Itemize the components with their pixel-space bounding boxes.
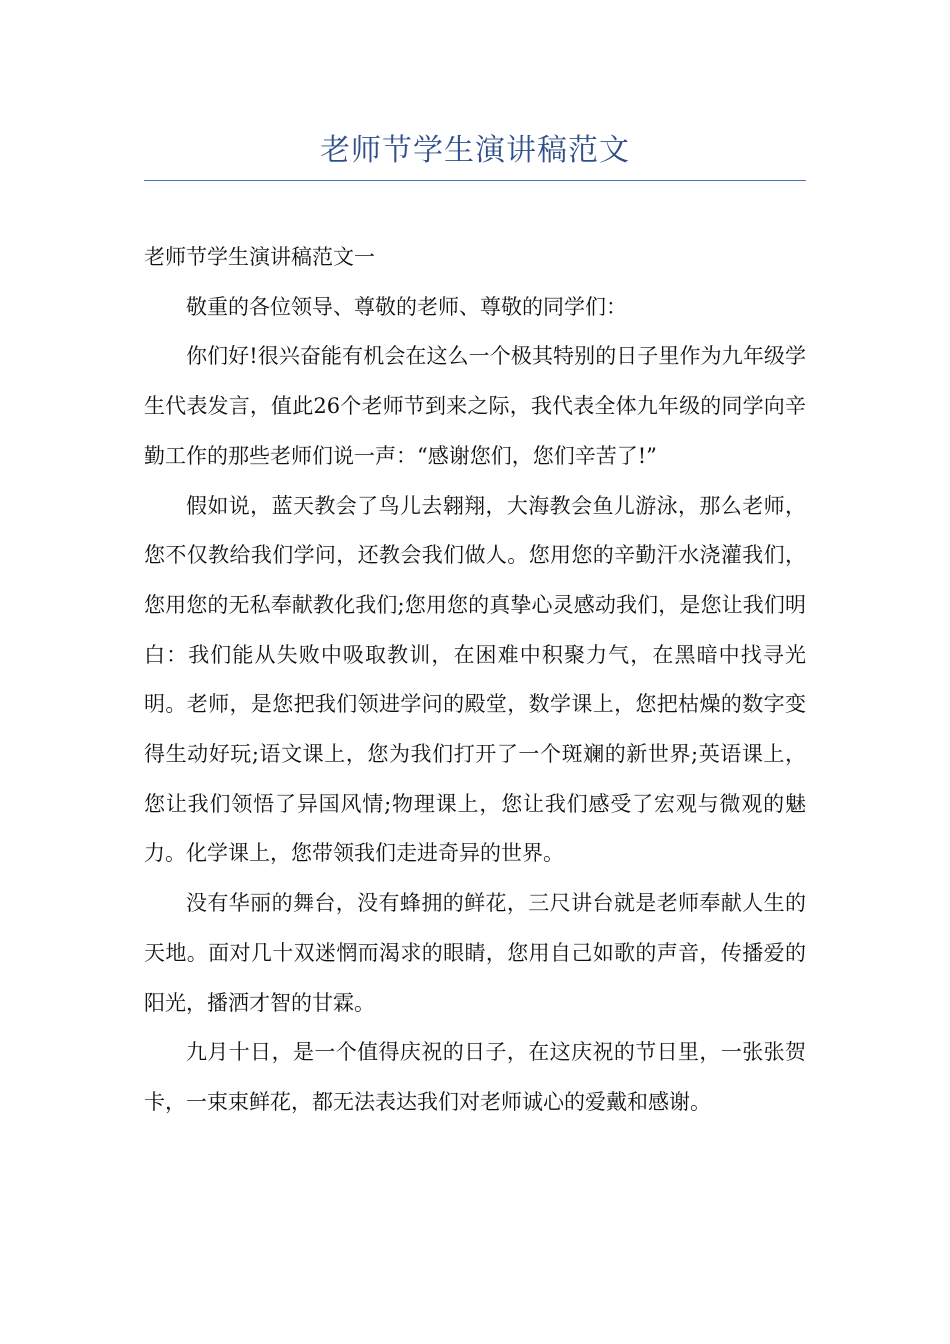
- document-title: 老师节学生演讲稿范文: [320, 133, 630, 168]
- section-heading: 老师节学生演讲稿范文一: [144, 245, 375, 269]
- paragraph-greeting: 你们好!很兴奋能有机会在这么一个极其特别的日子里作为九年级学生代表发言，值此26个老师节到来之际，我代表全体九年级的同学向辛勤工作的那些老师们说一声：“感谢您们，您们辛苦了!”: [144, 344, 806, 468]
- paragraph-podium: 没有华丽的舞台，没有蜂拥的鲜花，三尺讲台就是老师奉献人生的天地。面对几十双迷惘而渴求的眼睛，您用自己如歌的声音，传播爱的阳光，播洒才智的甘霖。: [144, 891, 806, 1015]
- title-underline: [144, 180, 806, 181]
- document-body: [144, 233, 806, 1128]
- paragraph-salutation: 敬重的各位领导、尊敬的老师、尊敬的同学们：: [186, 294, 627, 319]
- paragraph-teacher-praise: 假如说，蓝天教会了鸟儿去翱翔，大海教会鱼儿游泳，那么老师，您不仅教给我们学问，还教会我们做人。您用您的辛勤汗水浇灌我们，您用您的无私奉献教化我们;您用您的真挚心灵感动我们，是您让我们明白：我们能从失败中吸取教训，在困难中积聚力气，在黑暗中找寻光明。老师，是您把我们领进学问的殿堂，数学课上，您把枯燥的数字变得生动好玩;语文课上，您为我们打开了一个斑斓的新世界;英语课上，您让我们领悟了异国风情;物理课上，您让我们感受了宏观与微观的魅力。化学课上，您带领我们走进奇异的世界。: [144, 493, 806, 866]
- paragraph-september-tenth: 九月十日，是一个值得庆祝的日子，在这庆祝的节日里，一张张贺卡，一束束鲜花，都无法表达我们对老师诚心的爱戴和感谢。: [144, 1040, 806, 1114]
